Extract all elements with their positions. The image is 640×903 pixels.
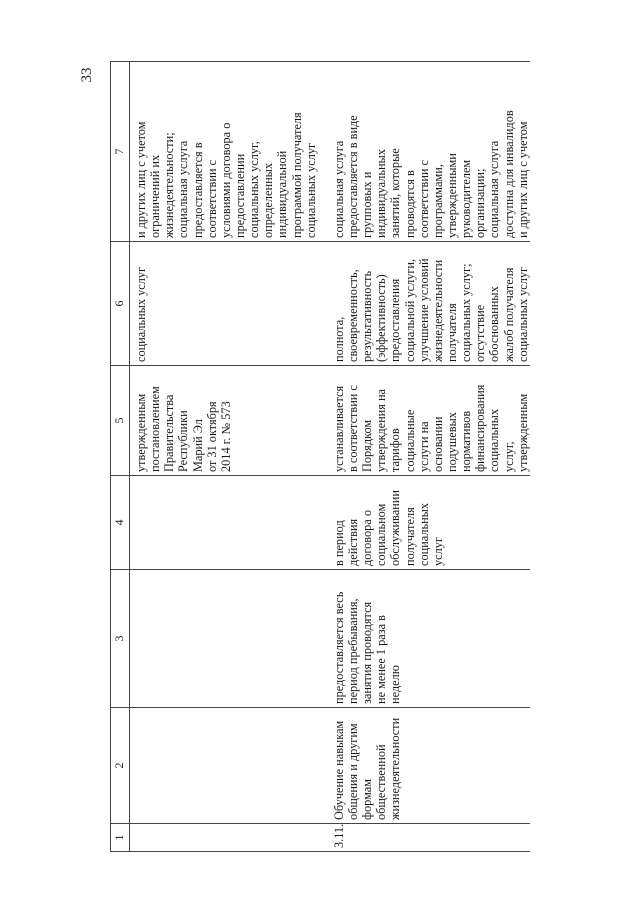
cell-line: подушевых — [444, 412, 459, 472]
cell-line: жизнедеятельности; — [162, 132, 177, 238]
cell-line: руководителем — [459, 159, 474, 238]
header-col-4: 4 — [111, 476, 130, 570]
cell-line: от 31 октября — [204, 401, 219, 472]
cont-col6 — [130, 242, 318, 366]
cell-line: жизнедеятельности — [388, 717, 403, 820]
header-col-5: 5 — [111, 366, 130, 476]
cell-line: ограничений их — [148, 154, 163, 238]
cell-line: доступна для инвалидов — [501, 110, 516, 238]
cell-line: Правительства — [162, 394, 177, 472]
cell-line: финансирования — [473, 384, 488, 472]
cell-line: социальной услуги, — [402, 258, 417, 362]
cell-line: Обучение навыкам — [331, 720, 346, 820]
cell-line: жалоб получателя — [501, 267, 516, 362]
cell-line: соответствии с — [204, 159, 219, 238]
header-col-2: 2 — [111, 708, 130, 824]
cell-line: получателя — [402, 507, 417, 566]
cell-line: утвержденным — [134, 393, 148, 472]
cell-line: утвержденными — [444, 153, 459, 238]
cell-line: услуг, — [501, 441, 516, 472]
cell-line: социальных — [487, 408, 502, 472]
service-conditions — [318, 62, 530, 242]
cont-col5 — [130, 366, 318, 476]
header-col-1: 1 — [111, 824, 130, 852]
cell-line: предоставляется в виде — [345, 115, 360, 238]
cell-line: социальная услуга — [331, 140, 346, 238]
cell-line: предоставляется весь — [331, 591, 346, 704]
cell-line: нормативов — [459, 410, 474, 472]
header-row — [111, 62, 130, 852]
cell-line: предоставления — [388, 278, 403, 362]
cell-line: социальных услуг, — [247, 141, 262, 238]
cell-line: и других лиц с учетом — [515, 121, 530, 238]
cell-line: социальных услуг — [134, 266, 148, 362]
service-name — [318, 708, 530, 824]
cell-line: утверждения на — [374, 388, 389, 472]
services-table — [110, 61, 530, 852]
cell-line: неделю — [388, 665, 403, 704]
cell-line: Порядком — [360, 419, 375, 472]
cell-line: отсутствие — [473, 304, 488, 362]
cell-line: проводятся в — [402, 170, 417, 238]
cell-line: основании — [430, 416, 445, 472]
cont-col3 — [130, 570, 318, 708]
service-period — [318, 570, 530, 708]
cell-line: социальных услуг; — [459, 263, 474, 362]
cell-line: организации; — [473, 168, 488, 238]
cell-line: утвержденным — [515, 393, 530, 472]
row-3-11 — [318, 62, 530, 852]
cell-line: постановлением — [148, 386, 163, 472]
cell-line: результативность — [360, 270, 375, 362]
rotated-table-container — [110, 62, 550, 852]
page-number: 33 — [79, 67, 95, 83]
cell-line: предоставляется в — [190, 142, 205, 238]
cell-line: общественной — [374, 744, 389, 820]
cell-line: в период — [331, 520, 346, 566]
cell-line: и других лиц с учетом — [134, 121, 148, 238]
cell-line: Марий Эл — [190, 419, 205, 472]
cell-line: социальных услуг — [303, 142, 318, 238]
cell-line: улучшение условий — [416, 258, 431, 362]
cell-line: действия — [345, 518, 360, 566]
service-term — [318, 476, 530, 570]
cell-line: программами, — [430, 164, 445, 238]
cell-line: (эффективность) — [374, 274, 389, 362]
cell-line: получателя — [444, 303, 459, 362]
header-col-7: 7 — [111, 62, 130, 242]
cell-line: 2014 г. № 573 — [218, 401, 233, 472]
cell-line: договора о — [360, 510, 375, 566]
cell-line: социальные — [402, 409, 417, 472]
cell-line: период пребывания, — [345, 598, 360, 704]
cell-line: устанавливается — [331, 385, 346, 472]
cell-line: в соответствии с — [345, 385, 360, 472]
cell-line: формам — [360, 778, 375, 820]
cell-line: обслуживании — [388, 490, 403, 566]
cell-line: определенных — [261, 162, 276, 238]
cell-line: своевременность, — [345, 269, 360, 362]
cell-line: социальных — [416, 502, 431, 566]
cont-col7 — [130, 62, 318, 242]
cell-line: занятия проводятся — [360, 601, 375, 704]
cell-line: обоснованных — [487, 286, 502, 362]
header-col-6: 6 — [111, 242, 130, 366]
cell-line: соответствии с — [416, 159, 431, 238]
header-col-3: 3 — [111, 570, 130, 708]
cell-line: занятий, которые — [388, 148, 403, 238]
cell-line: социальных услуг — [515, 266, 530, 362]
cell-line: услуги на — [416, 421, 431, 472]
cell-line: предоставлении — [232, 153, 247, 238]
row-number: 3.11. — [318, 824, 530, 852]
cell-line: программой получателя — [289, 112, 304, 238]
cell-line: полнота, — [331, 316, 346, 362]
cell-line: социальная услуга — [176, 140, 191, 238]
cell-line: не менее 1 раза в — [374, 615, 389, 704]
cell-line: индивидуальных — [374, 149, 389, 238]
continued-row — [130, 62, 318, 852]
cont-col4 — [130, 476, 318, 570]
cell-line: групповых и — [360, 171, 375, 238]
cont-col2 — [130, 708, 318, 824]
service-price — [318, 366, 530, 476]
cell-line: социальном — [374, 503, 389, 566]
cell-line: тарифов — [388, 428, 403, 472]
cell-line: социальная услуга — [487, 140, 502, 238]
cell-line: индивидуальной — [275, 150, 290, 238]
cell-line: общения и другим — [345, 723, 360, 820]
cell-line: жизнедеятельности — [430, 259, 445, 362]
service-quality — [318, 242, 530, 366]
cell-line: условиями договора о — [218, 122, 233, 238]
cell-line: услуг — [430, 537, 445, 566]
cell-line: Республики — [176, 410, 191, 472]
cont-col1 — [130, 824, 318, 852]
